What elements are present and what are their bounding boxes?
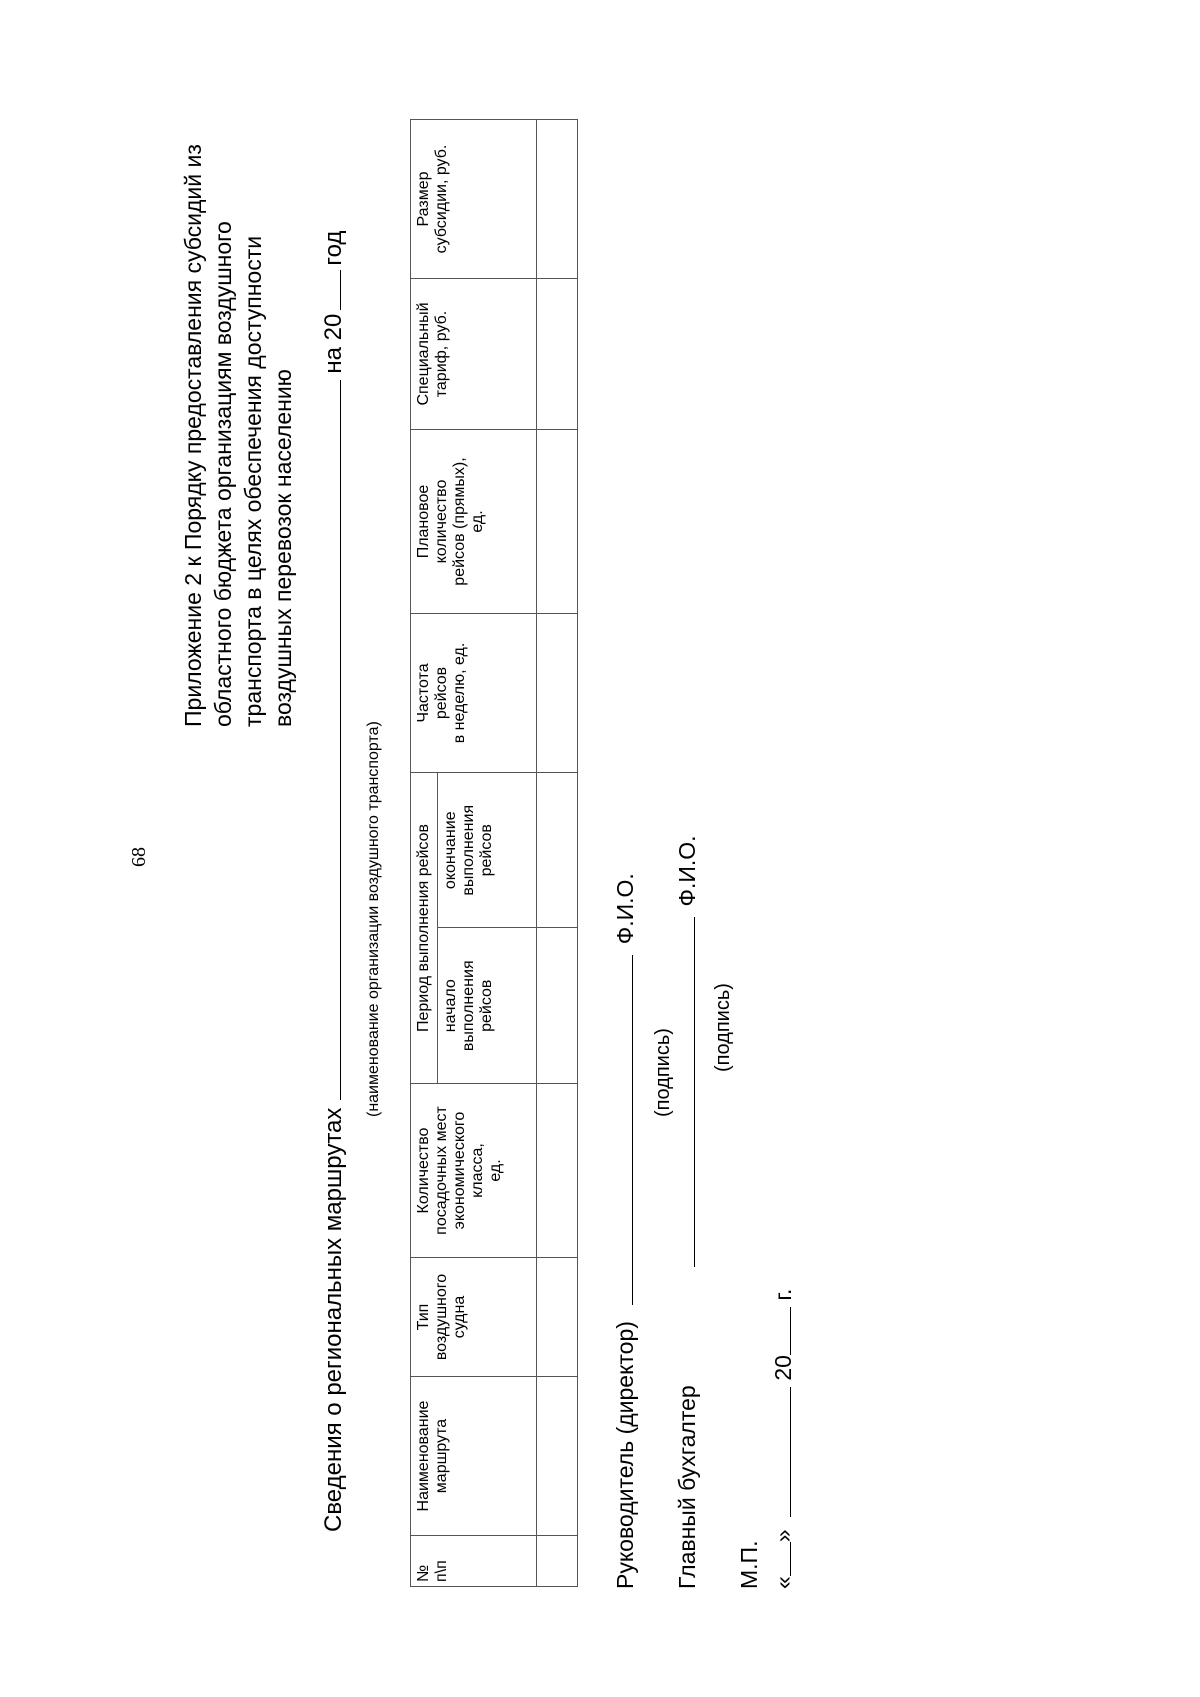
month-blank[interactable] — [789, 1387, 791, 1517]
header-seats-text: Количество посадочных мест экономического класса, ед. — [415, 1106, 504, 1235]
director-signature-row — [612, 873, 639, 1589]
date-year-prefix: 20 — [770, 1355, 796, 1381]
table-cell[interactable] — [537, 773, 578, 929]
table-cell[interactable] — [537, 1084, 578, 1258]
year-blank — [339, 270, 341, 310]
header-period-start-text: начало выполнения рейсов — [442, 960, 495, 1052]
director-signature-caption: (подпись) — [652, 1028, 674, 1117]
appendix-note — [178, 127, 298, 727]
table-cell[interactable] — [537, 430, 578, 614]
header-period-end — [438, 773, 537, 929]
table-cell[interactable] — [537, 1258, 578, 1377]
header-planned-flights-text: Плановое количество рейсов (прямых), ед. — [415, 457, 486, 586]
date-suffix: г. — [770, 1288, 796, 1301]
director-fio: Ф.И.О. — [612, 873, 638, 945]
heading-year: год — [320, 230, 347, 266]
day-blank[interactable] — [789, 1542, 791, 1576]
accountant-label: Главный бухгалтер — [674, 1385, 700, 1589]
appendix-line: Приложение 2 к Порядку предоставления субсидий из — [180, 144, 206, 727]
table-header-row — [411, 120, 438, 1587]
header-subsidy — [411, 120, 537, 279]
appendix-line: воздушных перевозок населению — [270, 369, 296, 727]
header-no — [411, 1536, 537, 1587]
page-number: 68 — [128, 847, 150, 867]
document-heading — [320, 231, 348, 1532]
header-aircraft-type-text: Тип воздушного судна — [415, 1273, 468, 1361]
director-label: Руководитель (директор) — [612, 1321, 638, 1589]
heading-on: на 20 — [320, 313, 347, 374]
heading-lead: Сведения о региональных маршрутах — [320, 1107, 347, 1532]
accountant-signature-caption: (подпись) — [712, 983, 734, 1072]
appendix-line: областного бюджета организациям воздушного — [210, 221, 236, 727]
header-period-text: Период выполнения рейсов — [415, 823, 432, 1033]
director-signature-line[interactable] — [631, 955, 633, 1305]
header-period-start — [438, 928, 537, 1084]
header-route — [411, 1377, 537, 1536]
table-cell[interactable] — [537, 614, 578, 773]
accountant-signature-row — [674, 835, 701, 1589]
table-row — [537, 120, 578, 1587]
header-frequency-text: Частота рейсов в неделю, ед. — [415, 642, 468, 744]
year-blank-date[interactable] — [789, 1307, 791, 1355]
table-cell[interactable] — [537, 120, 578, 279]
stamp-label: М.П. — [736, 1540, 762, 1589]
table-cell[interactable] — [537, 928, 578, 1084]
header-subsidy-text: Размер субсидии, руб. — [415, 144, 450, 254]
header-special-tariff — [411, 279, 537, 430]
date-close-quote: » — [770, 1529, 796, 1543]
routes-table — [410, 119, 578, 1587]
date-open-quote: « — [770, 1576, 796, 1589]
header-period — [411, 773, 438, 1084]
table-cell[interactable] — [537, 1536, 578, 1587]
appendix-line: транспорта в целях обеспечения доступности — [240, 235, 266, 727]
header-frequency — [411, 614, 537, 773]
accountant-signature-line[interactable] — [693, 917, 695, 1267]
date-row — [770, 1289, 797, 1589]
table-cell[interactable] — [537, 1377, 578, 1536]
header-no-text: № п\п — [415, 1560, 450, 1582]
header-route-text: Наименование маршрута — [415, 1400, 450, 1512]
header-planned-flights — [411, 430, 537, 614]
header-special-tariff-text: Специальный тариф, руб. — [415, 302, 450, 406]
org-name-blank — [339, 380, 341, 1100]
header-aircraft-type — [411, 1258, 537, 1377]
header-seats — [411, 1084, 537, 1258]
table-cell[interactable] — [537, 279, 578, 430]
accountant-fio: Ф.И.О. — [674, 835, 700, 907]
org-caption: (наименование организации воздушного транспорта) — [365, 721, 382, 1117]
header-period-end-text: окончание выполнения рейсов — [442, 804, 495, 896]
